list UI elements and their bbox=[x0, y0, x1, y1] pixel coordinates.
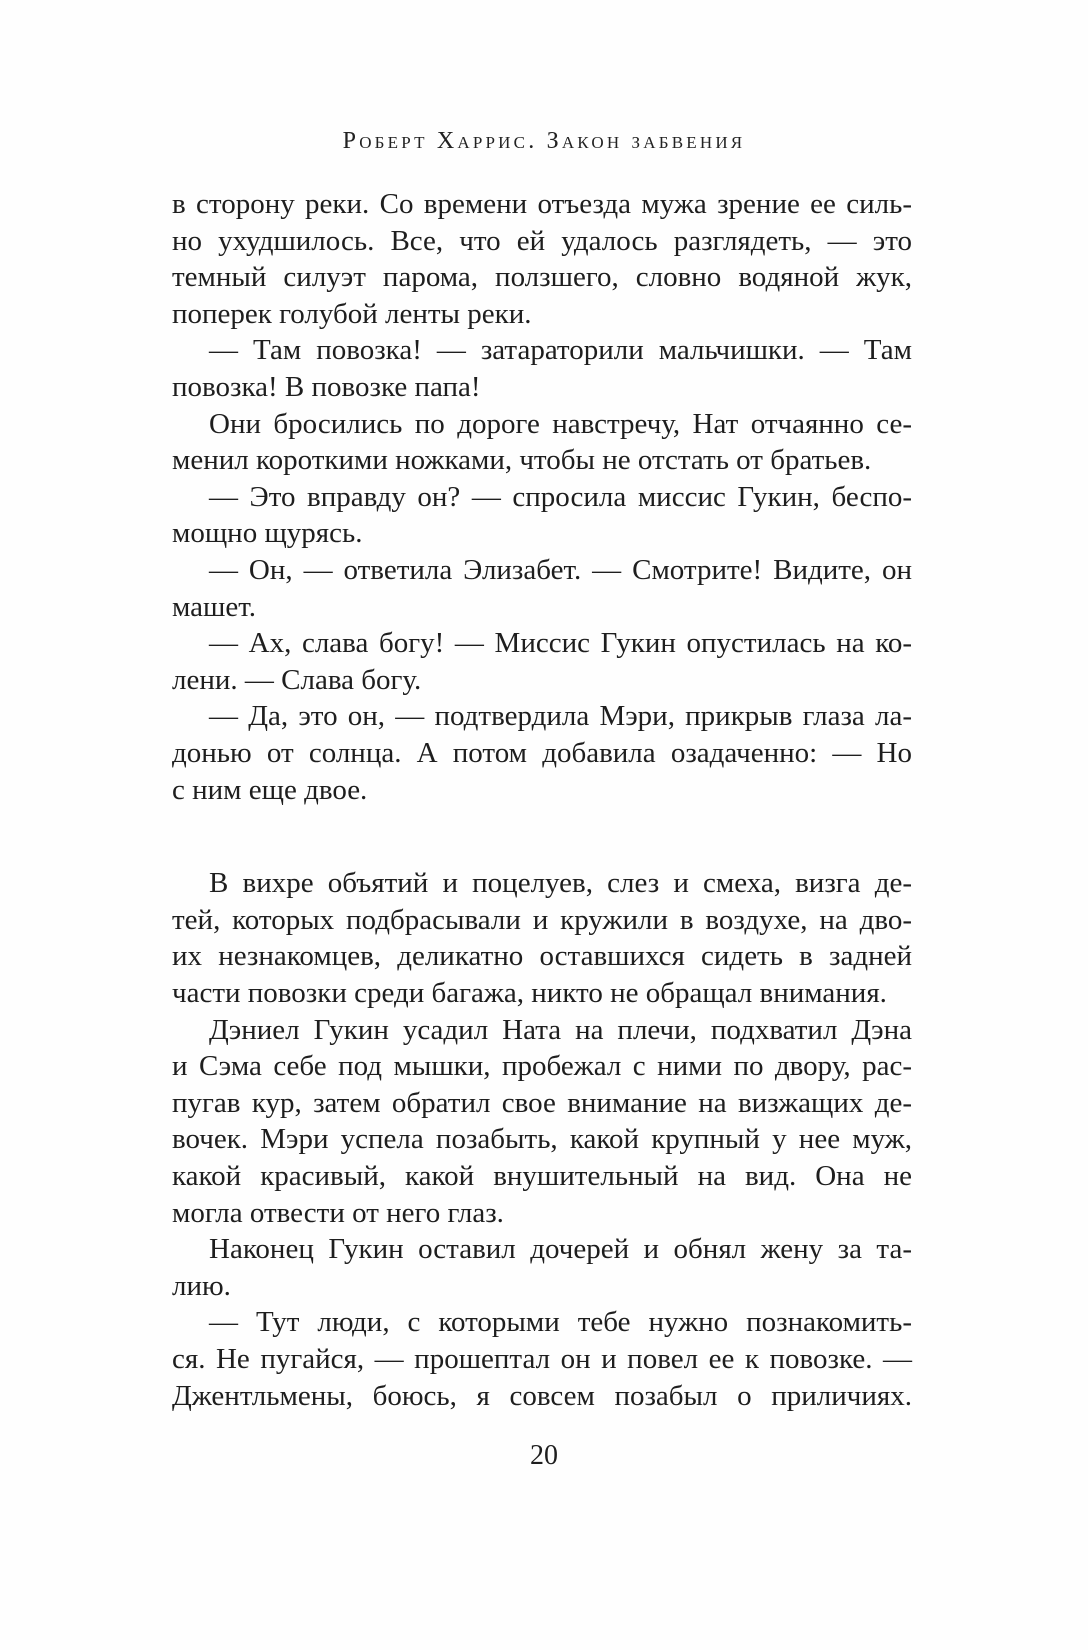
text-line: менил короткими ножками, чтобы не отстать от братьев. bbox=[172, 444, 872, 477]
text-line: их незнакомцев, деликатно оставшихся сидеть в задней bbox=[172, 940, 912, 973]
text-line: повозка! В повозке папа! bbox=[172, 371, 481, 403]
text-line: — Это вправду он? — спросила миссис Гукин, беспо- bbox=[209, 480, 912, 513]
text-line: донью от солнца. А потом добавила озадаченно: — Но bbox=[172, 737, 912, 769]
text-line: но ухудшилось. Все, что ей удалось разглядеть, — это bbox=[172, 224, 912, 257]
text-line: — Тут люди, с которыми тебе нужно познакомить- bbox=[209, 1306, 912, 1339]
text-line: с ним еще двое. bbox=[172, 773, 368, 806]
text-line: В вихре объятий и поцелуев, слез и смеха, визга де- bbox=[209, 867, 912, 900]
text-line: ся. Не пугайся, — прошептал он и повел ее к повозке. — bbox=[172, 1343, 912, 1375]
text-line: мощно щурясь. bbox=[172, 517, 363, 550]
text-line: тей, которых подбрасывали и кружили в воздухе, на дво- bbox=[172, 903, 912, 936]
text-line: лени. — Слава богу. bbox=[172, 663, 422, 696]
text-line: лию. bbox=[172, 1269, 231, 1302]
text-line: пугав кур, затем обратил свое внимание на визжащих де- bbox=[172, 1086, 912, 1119]
text-line: темный силуэт парома, ползшего, словно водяной жук, bbox=[172, 261, 912, 294]
text-line: Джентльмены, боюсь, я совсем позабыл о приличиях. bbox=[172, 1379, 912, 1412]
text-line: Дэниел Гукин усадил Ната на плечи, подхватил Дэна bbox=[209, 1013, 912, 1046]
text-line: — Ах, слава богу! — Миссис Гукин опустилась на ко- bbox=[209, 627, 912, 660]
text-line: части повозки среди багажа, никто не обращал внимания. bbox=[172, 977, 887, 1009]
text-line: и Сэма себе под мышки, пробежал с ними по двору, рас- bbox=[172, 1050, 912, 1083]
text-line: в сторону реки. Со времени отъезда мужа зрение ее силь- bbox=[172, 188, 912, 220]
text-line: — Там повозка! — затараторили мальчишки. — Там bbox=[209, 334, 912, 367]
text-line: Они бросились по дороге навстречу, Нат отчаянно се- bbox=[209, 407, 912, 440]
text-line: — Да, это он, — подтвердила Мэри, прикрыв глаза ла- bbox=[209, 700, 912, 733]
text-line: какой красивый, какой внушительный на вид. Она не bbox=[172, 1160, 912, 1192]
page-number: 20 bbox=[530, 1440, 558, 1471]
running-head: Роберт Харрис. Закон забвения bbox=[342, 128, 746, 154]
text-line: поперек голубой ленты реки. bbox=[172, 297, 532, 330]
text-line: Наконец Гукин оставил дочерей и обнял жену за та- bbox=[209, 1233, 912, 1266]
text-line: машет. bbox=[172, 590, 256, 623]
text-line: — Он, — ответила Элизабет. — Смотрите! Видите, он bbox=[209, 554, 912, 586]
text-line: вочек. Мэри успела позабыть, какой крупный у нее муж, bbox=[172, 1123, 912, 1156]
text-line: могла отвести от него глаз. bbox=[172, 1196, 504, 1229]
